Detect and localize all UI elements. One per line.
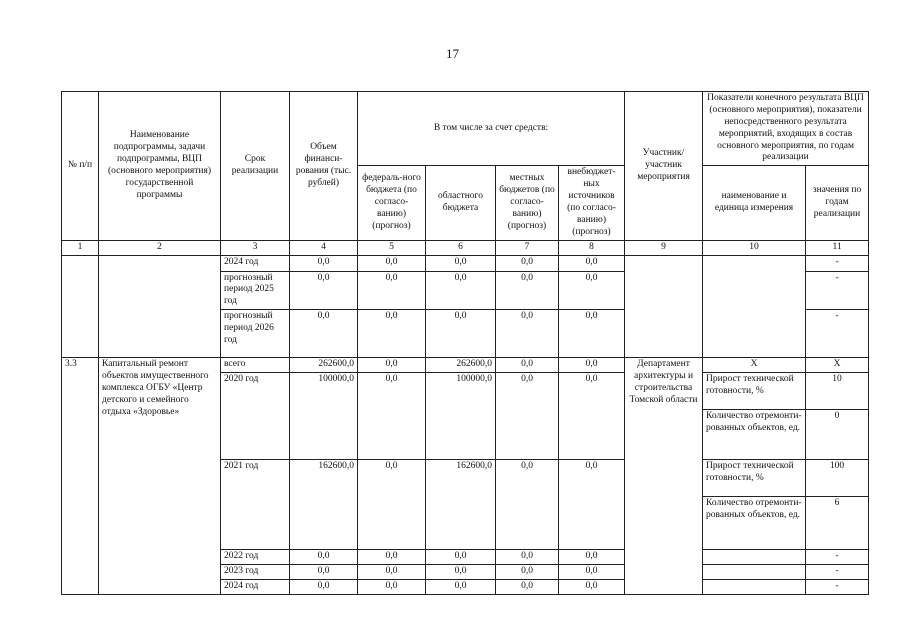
federal: 0,0 [358, 255, 426, 271]
col-number: 4 [290, 240, 358, 255]
extra: 0,0 [559, 310, 625, 358]
period: прогнозный период 2025 год [221, 271, 290, 310]
indicator-value: 0 [806, 410, 869, 460]
indicator-name [703, 550, 806, 565]
header-regional: областного бюджета [426, 166, 496, 240]
extra: 0,0 [559, 373, 625, 460]
local: 0,0 [496, 271, 559, 310]
regional: 100000,0 [426, 373, 496, 460]
header-including: В том числе за счет средств: [358, 92, 625, 166]
col-number: 11 [806, 240, 869, 255]
financing-table [61, 91, 869, 595]
volume: 100000,0 [290, 373, 358, 460]
federal: 0,0 [358, 358, 426, 373]
indicator-value: - [806, 255, 869, 271]
col-number: 8 [559, 240, 625, 255]
regional: 0,0 [426, 550, 496, 565]
period: 2022 год [221, 550, 290, 565]
period: всего [221, 358, 290, 373]
header-federal: федераль-ного бюджета (по согласо-ванию) (прогноз) [358, 166, 426, 240]
indicator-name: Количество отремонти-рованных объектов, ед. [703, 410, 806, 460]
indicator-name [703, 580, 806, 595]
federal: 0,0 [358, 550, 426, 565]
prev-indicator-cell [703, 255, 806, 358]
federal: 0,0 [358, 460, 426, 550]
regional: 0,0 [426, 565, 496, 580]
federal: 0,0 [358, 580, 426, 595]
table-row [62, 255, 869, 271]
col-number: 2 [99, 240, 221, 255]
local: 0,0 [496, 550, 559, 565]
extra: 0,0 [559, 271, 625, 310]
federal: 0,0 [358, 310, 426, 358]
col-number: 7 [496, 240, 559, 255]
indicator-name: X [703, 358, 806, 373]
indicator-value: - [806, 310, 869, 358]
header-term: Срок реализации [221, 92, 290, 241]
local: 0,0 [496, 255, 559, 271]
volume: 0,0 [290, 565, 358, 580]
federal: 0,0 [358, 373, 426, 460]
extra: 0,0 [559, 255, 625, 271]
indicator-value: - [806, 550, 869, 565]
local: 0,0 [496, 580, 559, 595]
header-ind-values: значения по годам реализации [806, 166, 869, 240]
header-extra: внебюджет-ных источников (по согласо-ванию) (прогноз) [559, 166, 625, 240]
indicator-name: Количество отремонти-рованных объектов, ед. [703, 497, 806, 550]
local: 0,0 [496, 373, 559, 460]
period: 2024 год [221, 580, 290, 595]
indicator-value: 10 [806, 373, 869, 410]
volume: 0,0 [290, 310, 358, 358]
prev-name-cell [99, 255, 221, 358]
col-number: 1 [62, 240, 99, 255]
header-volume: Объем финанси-рования (тыс. рублей) [290, 92, 358, 241]
federal: 0,0 [358, 271, 426, 310]
page-number: 17 [446, 46, 459, 61]
local: 0,0 [496, 565, 559, 580]
col-number: 10 [703, 240, 806, 255]
volume: 0,0 [290, 255, 358, 271]
extra: 0,0 [559, 580, 625, 595]
header-indicators: Показатели конечного результата ВЦП (основного мероприятия), показатели непосредственного результата мероприятий, входящих в состав основного мероприятия, по годам реализации [703, 92, 869, 166]
volume: 0,0 [290, 271, 358, 310]
period: прогнозный период 2026 год [221, 310, 290, 358]
extra: 0,0 [559, 565, 625, 580]
indicator-value: - [806, 580, 869, 595]
federal: 0,0 [358, 565, 426, 580]
item-num: 3.3 [62, 358, 99, 595]
header-ind-name: наименование и единица измерения [703, 166, 806, 240]
col-number: 6 [426, 240, 496, 255]
item-name: Капитальный ремонт объектов имущественного комплекса ОГБУ «Центр детского и семейного отдыха «Здоровье» [99, 358, 221, 595]
item-participant: Департамент архитектуры и строительства Томской области [625, 358, 703, 595]
regional: 0,0 [426, 255, 496, 271]
extra: 0,0 [559, 550, 625, 565]
col-number: 9 [625, 240, 703, 255]
volume: 262600,0 [290, 358, 358, 373]
regional: 0,0 [426, 580, 496, 595]
extra: 0,0 [559, 358, 625, 373]
extra: 0,0 [559, 460, 625, 550]
local: 0,0 [496, 460, 559, 550]
volume: 0,0 [290, 550, 358, 565]
indicator-value: - [806, 565, 869, 580]
indicator-value: 6 [806, 497, 869, 550]
regional: 0,0 [426, 271, 496, 310]
regional: 262600,0 [426, 358, 496, 373]
indicator-name [703, 565, 806, 580]
volume: 162600,0 [290, 460, 358, 550]
indicator-value: - [806, 271, 869, 310]
indicator-name: Прирост технической готовности, % [703, 373, 806, 410]
col-number: 5 [358, 240, 426, 255]
period: 2023 год [221, 565, 290, 580]
prev-participant-cell [625, 255, 703, 358]
prev-num-cell [62, 255, 99, 358]
header-local: местных бюджетов (по согласо-ванию) (прогноз) [496, 166, 559, 240]
regional: 0,0 [426, 310, 496, 358]
period: 2024 год [221, 255, 290, 271]
local: 0,0 [496, 310, 559, 358]
indicator-value: X [806, 358, 869, 373]
header-name: Наименование подпрограммы, задачи подпрограммы, ВЦП (основного мероприятия) государственной программы [99, 92, 221, 241]
header-participant: Участник/ участник мероприятия [625, 92, 703, 241]
period: 2021 год [221, 460, 290, 550]
period: 2020 год [221, 373, 290, 460]
col-number: 3 [221, 240, 290, 255]
local: 0,0 [496, 358, 559, 373]
indicator-name: Прирост технической готовности, % [703, 460, 806, 497]
regional: 162600,0 [426, 460, 496, 550]
table-row [62, 358, 869, 373]
header-num: № п/п [62, 92, 99, 241]
volume: 0,0 [290, 580, 358, 595]
indicator-value: 100 [806, 460, 869, 497]
